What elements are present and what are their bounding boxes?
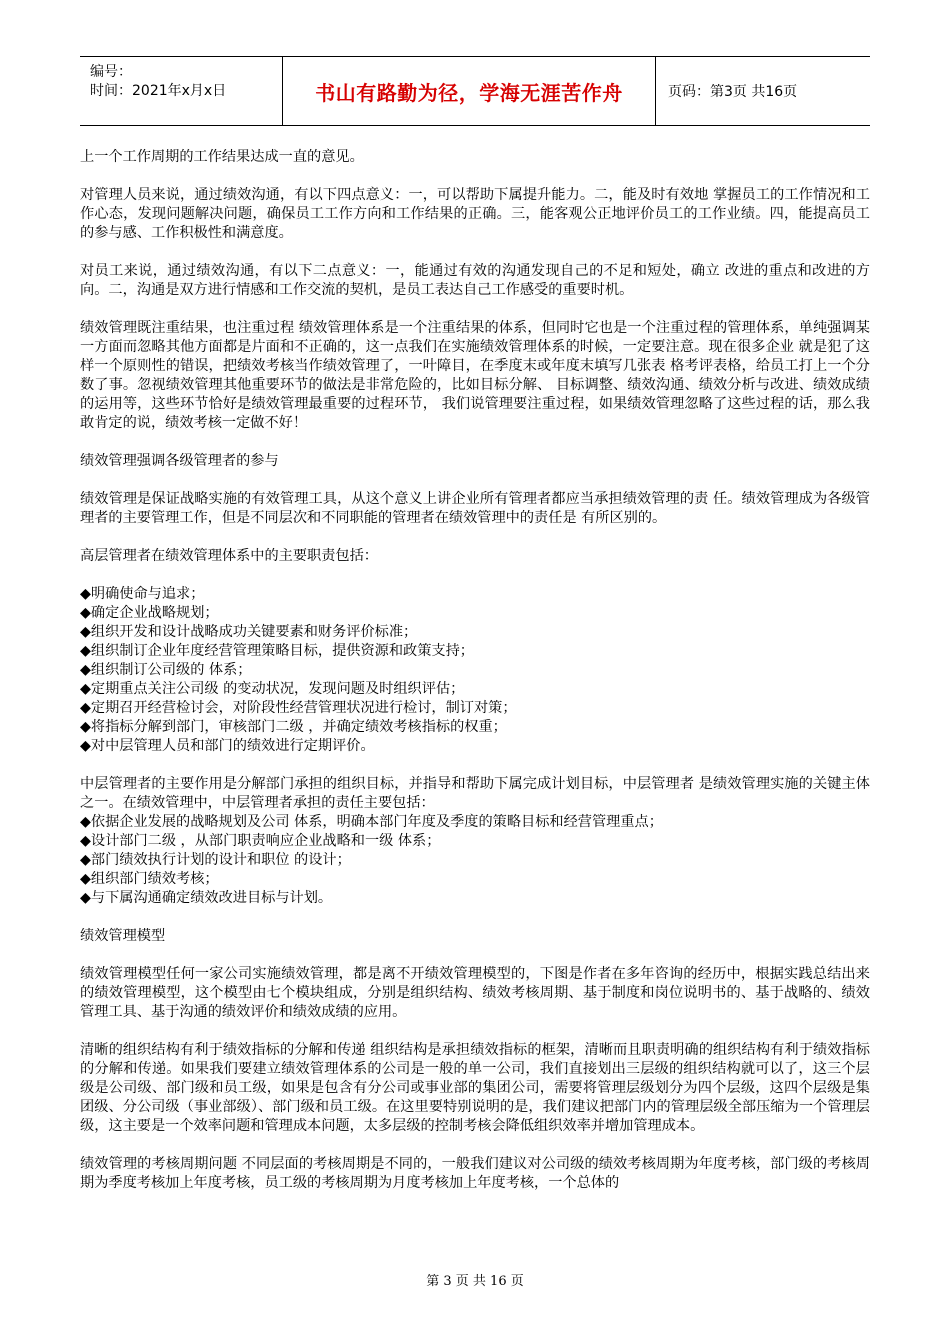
list-item: ◆与下属沟通确定绩效改进目标与计划。 xyxy=(80,890,333,906)
paragraph: 对员工来说，通过绩效沟通，有以下二点意义：一，能通过有效的沟通发现自己的不足和短处，确立 改进的重点和改进的方向。二，沟通是双方进行情感和工作交流的契机，是员工表达自己工作感受的重要时机。 xyxy=(80,263,870,298)
paragraph: 对管理人员来说，通过绩效沟通，有以下四点意义：一，可以帮助下属提升能力。二，能及时有效地 掌握员工的工作情况和工作心态，发现问题解决问题，确保员工工作方向和工作结果的正确。三，能客观公正地评价员工的工作业绩。四，能提高员工的参与感、工作积极性和满意度。 xyxy=(80,187,870,241)
paragraph: 绩效管理既注重结果，也注重过程 绩效管理体系是一个注重结果的体系，但同时它也是一个注重过程的管理体系，单纯强调某一方面而忽略其他方面都是片面和不正确的，这一点我们在实施绩效管理体系的时候，一定要注意。现在很多企业 就是犯了这样一个原则性的错误，把绩效考核当作绩效管理了，一叶障目，在季度末或年度末填写几张表 格考评表格，给员工打上一个分数了事。忽视绩效管理其他重要环节的做法是非常危险的，比如目标分解、 目标调整、绩效沟通、绩效分析与改进、绩效成绩的运用等，这些环节恰好是绩效管理最重要的过程环节， 我们说管理要注重过程，如果绩效管理忽略了这些过程的话，那么我敢肯定的说，绩效考核一定做不好！ xyxy=(80,320,870,431)
paragraph: 绩效管理模型任何一家公司实施绩效管理，都是离不开绩效管理模型的，下图是作者在多年咨询的经历中，根据实践总结出来的绩效管理模型，这个模型由七个模块组成，分别是组织结构、绩效考核周期、基于制度和岗位说明书的、基于战略的、绩效管理工具、基于沟通的绩效评价和绩效成绩的应用。 xyxy=(80,966,870,1020)
list-item: ◆部门绩效执行计划的设计和职位 的设计； xyxy=(80,852,351,868)
paragraph: 绩效管理的考核周期问题 不同层面的考核周期是不同的，一般我们建议对公司级的绩效考核周期为年度考核，部门级的考核周期为季度考核加上年度考核，员工级的考核周期为月度考核加上年度考核，一个总体的 xyxy=(80,1156,870,1191)
list-item: ◆将指标分解到部门，审核部门二级 ，并确定绩效考核指标的权重； xyxy=(80,719,507,735)
document-body xyxy=(80,148,870,1212)
page-header xyxy=(80,56,870,126)
header-meta xyxy=(80,57,283,125)
list-item: ◆组织开发和设计战略成功关键要素和财务评价标准； xyxy=(80,624,418,640)
page-footer: 第 3 页 共 16 页 xyxy=(426,1274,524,1289)
section-heading: 绩效管理模型 xyxy=(80,928,166,944)
list-item: ◆组织制订公司级的 体系； xyxy=(80,662,252,678)
section-heading: 绩效管理强调各级管理者的参与 xyxy=(80,453,279,469)
list-item: ◆定期重点关注公司级 的变动状况，发现问题及时组织评估； xyxy=(80,681,465,697)
header-page-info: 页码：第3页 共16页 xyxy=(668,84,798,100)
list-item: ◆确定企业战略规划； xyxy=(80,605,219,621)
list-item: ◆设计部门二级 ，从部门职责响应企业战略和一级 体系； xyxy=(80,833,441,849)
list-item: ◆依据企业发展的战略规划及公司 体系，明确本部门年度及季度的策略目标和经营管理重点； xyxy=(80,814,663,830)
paragraph: 清晰的组织结构有利于绩效指标的分解和传递 组织结构是承担绩效指标的框架，清晰而且职责明确的组织结构有利于绩效指标的分解和传递。如果我们要建立绩效管理体系的公司是一般的单一公司，我们直接划出三层级的组织结构就可以了，这三个层级是公司级、部门级和员工级，如果是包含有分公司或事业部的集团公司，需要将管理层级划分为四个层级，这四个层级是集团级、分公司级（事业部级）、部门级和员工级。在这里要特别说明的是，我们建议把部门内的管理层级全部压缩为一个管理层级，这主要是一个效率问题和管理成本问题，太多层级的控制考核会降低组织效率并增加管理成本。 xyxy=(80,1042,870,1134)
paragraph: 中层管理者的主要作用是分解部门承担的组织目标，并指导和帮助下属完成计划目标，中层管理者 是绩效管理实施的关键主体之一。在绩效管理中，中层管理者承担的责任主要包括： xyxy=(80,776,870,811)
list-item: ◆组织部门绩效考核； xyxy=(80,871,219,887)
document-number-label: 编号： xyxy=(90,64,132,80)
header-motto: 书山有路勤为径，学海无涯苦作舟 xyxy=(283,57,656,125)
paragraph: 高层管理者在绩效管理体系中的主要职责包括： xyxy=(80,548,378,564)
paragraph: 绩效管理是保证战略实施的有效管理工具，从这个意义上讲企业所有管理者都应当承担绩效管理的责 任。绩效管理成为各级管理者的主要管理工作，但是不同层次和不同职能的管理者在绩效管理中的责任是 有所区别的。 xyxy=(80,491,870,526)
list-item: ◆定期召开经营检讨会，对阶段性经营管理状况进行检讨，制订对策； xyxy=(80,700,517,716)
paragraph: 上一个工作周期的工作结果达成一直的意见。 xyxy=(80,149,364,165)
senior-duties-list xyxy=(80,585,870,756)
list-item: ◆明确使命与追求； xyxy=(80,586,205,602)
middle-duties-list xyxy=(80,813,870,908)
document-time-label: 时间：2021年x月x日 xyxy=(90,83,227,99)
list-item: ◆组织制订企业年度经营管理策略目标，提供资源和政策支持； xyxy=(80,643,474,659)
list-item: ◆对中层管理人员和部门的绩效进行定期评价。 xyxy=(80,738,375,754)
